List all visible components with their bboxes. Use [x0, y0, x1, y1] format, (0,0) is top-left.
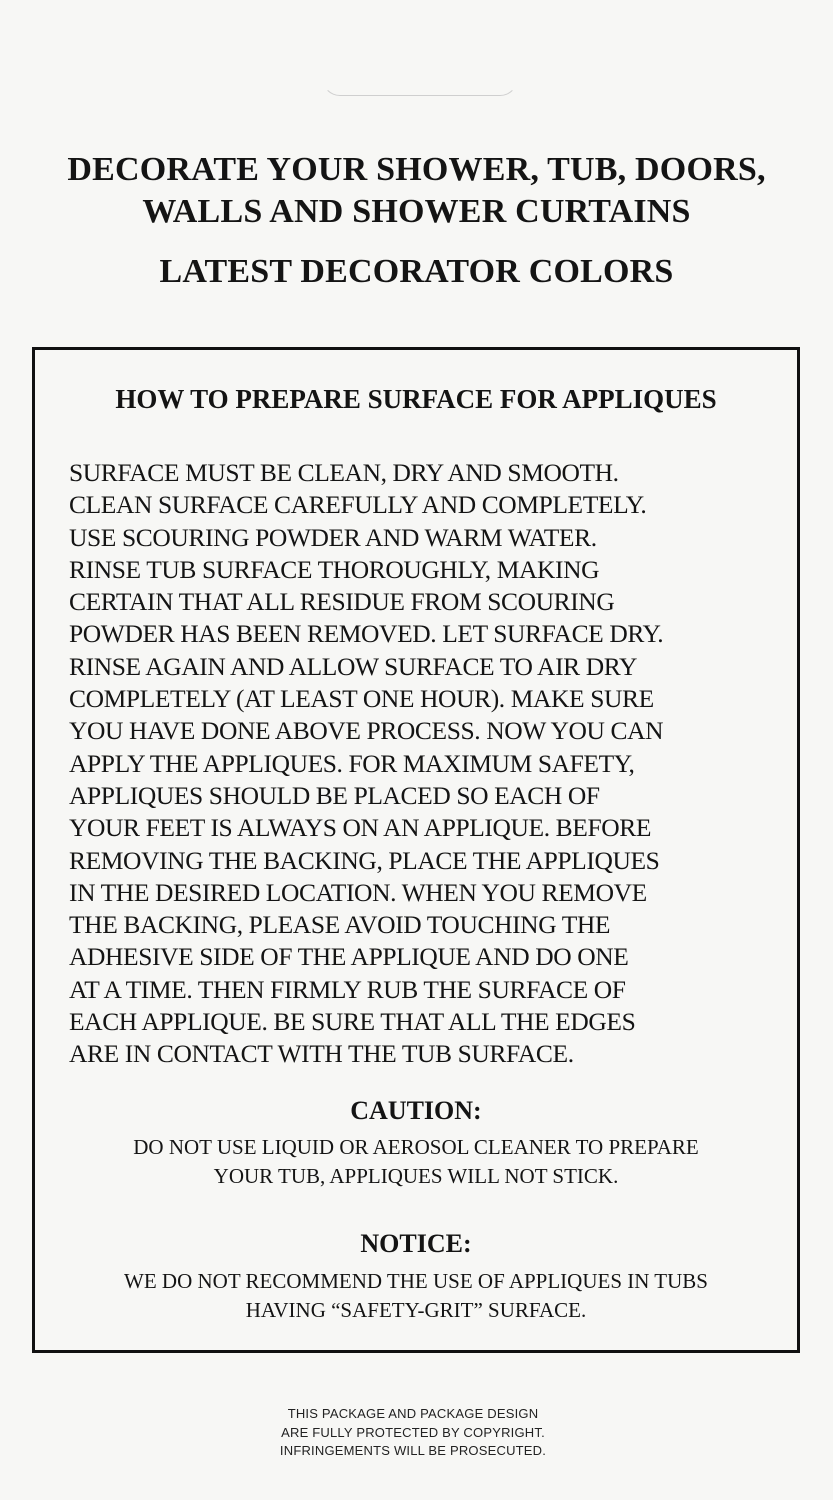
- instruction-line: RINSE AGAIN AND ALLOW SURFACE TO AIR DRY: [69, 651, 637, 681]
- instruction-line: CLEAN SURFACE CAREFULLY AND COMPLETELY.: [69, 490, 647, 520]
- caution-line: DO NOT USE LIQUID OR AEROSOL CLEANER TO PREPARE: [133, 1135, 699, 1159]
- instruction-line: YOUR FEET IS ALWAYS ON AN APPLIQUE. BEFORE: [69, 813, 652, 843]
- notice-heading: NOTICE:: [360, 1229, 472, 1258]
- notice-text: [35, 1267, 797, 1325]
- caution-line: YOUR TUB, APPLIQUES WILL NOT STICK.: [213, 1164, 619, 1188]
- instruction-line: POWDER HAS BEEN REMOVED. LET SURFACE DRY.: [69, 619, 664, 649]
- panel-heading: HOW TO PREPARE SURFACE FOR APPLIQUES: [115, 384, 717, 414]
- instruction-line: COMPLETELY (AT LEAST ONE HOUR). MAKE SURE: [69, 684, 654, 714]
- hang-tab-slot: [322, 62, 518, 96]
- copyright-line: THIS PACKAGE AND PACKAGE DESIGN: [287, 1406, 539, 1421]
- instruction-line: RINSE TUB SURFACE THOROUGHLY, MAKING: [69, 554, 600, 584]
- instruction-lines: [69, 457, 799, 1071]
- instruction-line: THE BACKING, PLEASE AVOID TOUCHING THE: [69, 910, 611, 940]
- instruction-line: ARE IN CONTACT WITH THE TUB SURFACE.: [69, 1039, 574, 1069]
- headline-colors: LATEST DECORATOR COLORS: [159, 253, 674, 290]
- instruction-line: AT A TIME. THEN FIRMLY RUB THE SURFACE OF: [69, 974, 626, 1004]
- caution-text: [35, 1133, 797, 1191]
- copyright-line: ARE FULLY PROTECTED BY COPYRIGHT.: [281, 1424, 545, 1440]
- instruction-line: CERTAIN THAT ALL RESIDUE FROM SCOURING: [69, 587, 615, 617]
- instruction-line: APPLIQUES SHOULD BE PLACED SO EACH OF: [69, 780, 600, 810]
- instruction-line: USE SCOURING POWDER AND WARM WATER.: [69, 522, 597, 552]
- instructions-panel: [32, 347, 800, 1353]
- headline-line-1: DECORATE YOUR SHOWER, TUB, DOORS,: [67, 151, 766, 188]
- instruction-line: EACH APPLIQUE. BE SURE THAT ALL THE EDGES: [69, 1007, 636, 1037]
- notice-line: WE DO NOT RECOMMEND THE USE OF APPLIQUES IN TUBS: [124, 1269, 708, 1293]
- instruction-line: IN THE DESIRED LOCATION. WHEN YOU REMOVE: [69, 877, 647, 907]
- instruction-line: REMOVING THE BACKING, PLACE THE APPLIQUES: [69, 845, 660, 875]
- notice-line: HAVING “SAFETY-GRIT” SURFACE.: [245, 1298, 587, 1322]
- headline-line-2: WALLS AND SHOWER CURTAINS: [142, 193, 691, 230]
- instruction-line: ADHESIVE SIDE OF THE APPLIQUE AND DO ONE: [69, 942, 629, 972]
- instruction-line: APPLY THE APPLIQUES. FOR MAXIMUM SAFETY,: [69, 748, 635, 778]
- copyright-line: INFRINGEMENTS WILL BE PROSECUTED.: [279, 1443, 547, 1458]
- instruction-line: YOU HAVE DONE ABOVE PROCESS. NOW YOU CAN: [69, 716, 664, 746]
- copyright-notice: [0, 1405, 833, 1461]
- caution-heading: CAUTION:: [350, 1096, 482, 1125]
- instruction-line: SURFACE MUST BE CLEAN, DRY AND SMOOTH.: [69, 458, 619, 487]
